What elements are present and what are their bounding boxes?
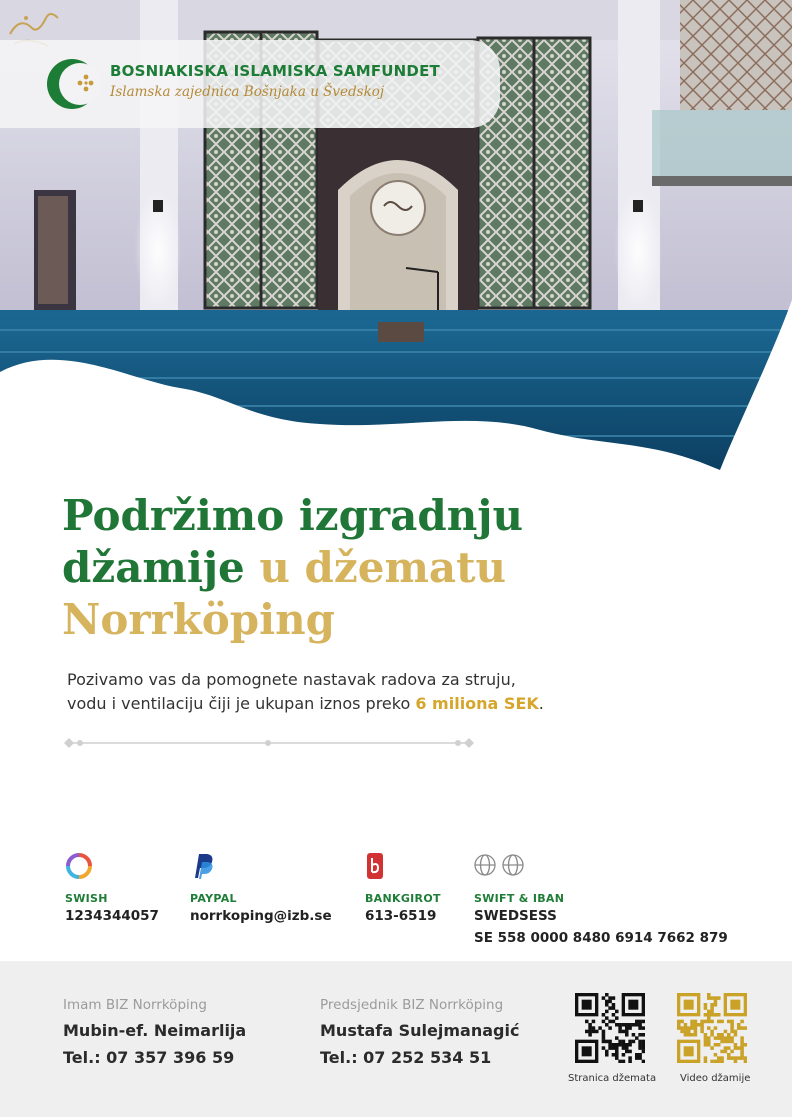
headline-line-2b: u džematu [244, 543, 507, 592]
qr-code-video[interactable] [677, 993, 747, 1063]
payment-swift-iban [474, 852, 728, 946]
headline-line-1: Podržimo izgradnju [62, 491, 523, 540]
payment-swish [65, 852, 159, 924]
contact-footer [0, 961, 792, 1117]
payment-bankgirot [365, 852, 441, 924]
imam-role: Imam BIZ Norrköping [63, 997, 207, 1013]
intro-text [67, 668, 627, 716]
paypal-icon [190, 852, 216, 880]
globe-icon [474, 852, 528, 880]
payment-paypal [190, 852, 332, 924]
swish-icon [65, 852, 93, 880]
organization-subtitle: Islamska zajednica Bošnjaka u Švedskoj [110, 84, 385, 100]
imam-name: Mubin-ef. Neimarlija [63, 1021, 247, 1040]
qr-code-website[interactable] [575, 993, 645, 1063]
headline-line-3: Norrköping [62, 595, 335, 644]
bankgirot-icon [365, 852, 385, 880]
president-role: Predsjednik BIZ Norrköping [320, 997, 504, 1013]
bankgirot-label: BANKGIROT [365, 892, 441, 905]
swift-code: SWEDSESS [474, 908, 557, 924]
imam-contact [63, 997, 246, 1067]
headline-line-2a: džamije [62, 543, 245, 592]
organization-name: BOSNIAKISKA ISLAMISKA SAMFUNDET [110, 62, 440, 80]
swish-label: SWISH [65, 892, 108, 905]
qr-caption-video: Video džamije [680, 1073, 751, 1084]
intro-line-2: vodu i ventilaciju čiji je ukupan iznos preko [67, 694, 416, 713]
paypal-label: PAYPAL [190, 892, 237, 905]
donation-amount: 6 miliona SEK [415, 694, 539, 713]
paypal-email[interactable]: norrkoping@izb.se [190, 908, 332, 924]
president-contact [320, 997, 519, 1067]
swish-number: 1234344057 [65, 908, 159, 924]
imam-phone[interactable]: Tel.: 07 357 396 59 [63, 1048, 235, 1067]
ornamental-divider [62, 733, 476, 753]
intro-line-2-end: . [538, 694, 544, 713]
qr-caption-website: Stranica džemata [568, 1073, 657, 1084]
intro-line-1: Pozivamo vas da pomognete nastavak radova za struju, [67, 670, 516, 689]
crescent-star-icon [44, 55, 102, 113]
page-headline [62, 490, 523, 646]
president-name: Mustafa Sulejmanagić [320, 1021, 520, 1040]
iban-number: SE 558 0000 8480 6914 7662 879 [474, 930, 728, 946]
president-phone[interactable]: Tel.: 07 252 534 51 [320, 1048, 492, 1067]
swift-iban-label: SWIFT & IBAN [474, 892, 565, 905]
bankgirot-number: 613-6519 [365, 908, 437, 924]
